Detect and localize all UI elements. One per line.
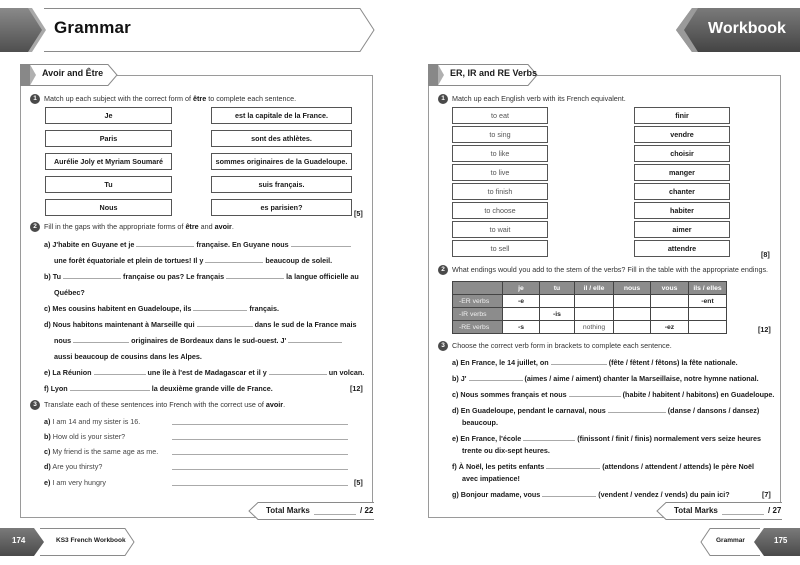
table-corner-cell (453, 282, 503, 295)
page-title: Workbook (708, 20, 786, 37)
row-header: -RE verbs (453, 321, 503, 334)
answer-blank[interactable] (291, 241, 351, 247)
q2-item-f: f) Lyon la deuxième grande ville de France. (44, 384, 273, 393)
table-row (453, 295, 727, 308)
marks-label: [7] (762, 490, 771, 499)
table-row (453, 321, 727, 334)
answer-blank[interactable] (136, 241, 194, 247)
section-title: ER, IR and RE Verbs (450, 68, 538, 78)
answer-blank[interactable] (608, 407, 666, 413)
translation-answer-line[interactable] (172, 469, 348, 470)
column-header: vous (651, 282, 689, 295)
q3-item-d-line2: beaucoup. (462, 418, 498, 427)
footer-label: KS3 French Workbook (56, 537, 126, 544)
table-cell[interactable] (614, 308, 651, 321)
match-ending-box[interactable]: suis français. (211, 176, 352, 193)
answer-blank[interactable] (226, 273, 284, 279)
answer-blank[interactable] (542, 491, 596, 497)
question-number-badge: 1 (30, 94, 40, 104)
answer-blank[interactable] (193, 305, 247, 311)
marks-label: [8] (761, 250, 770, 259)
q3-item-e-line1: e) En France, l'école (finissont / finit / finis) normalement vers seize heures (452, 434, 761, 443)
q3-item-a: a) En France, le 14 juillet, on (fête / fêtent / fêtons) la fête nationale. (452, 358, 738, 367)
header-arrow-tab (0, 8, 44, 52)
right-page-header (676, 8, 800, 52)
q2-item-a-line2: une forêt équatoriale et plein de tortues! Il y beaucoup de soleil. (54, 256, 333, 265)
q2-item-c: c) Mes cousins habitent en Guadeloupe, ils français. (44, 304, 279, 313)
answer-blank[interactable] (73, 337, 129, 343)
match-french-box[interactable]: choisir (634, 145, 730, 162)
q3-item-f-line1: f) À Noël, les petits enfants (attendons / attendent / attends) le père Noël (452, 462, 755, 471)
total-marks-score: / 22 (360, 506, 374, 515)
q3-item-c: c) Nous sommes français et nous (habite / habitent / habitons) en Guadeloupe. (452, 390, 775, 399)
footer-label: Grammar (716, 537, 745, 544)
match-ending-box[interactable]: sommes originaires de la Guadeloupe. (211, 153, 352, 170)
question-number-badge: 1 (438, 94, 448, 104)
match-english-box[interactable]: to sell (452, 240, 548, 257)
answer-blank[interactable] (205, 257, 263, 263)
total-marks-label: Total Marks (674, 506, 718, 515)
answer-blank[interactable] (94, 369, 146, 375)
answer-blank[interactable] (569, 391, 621, 397)
question-number-badge: 2 (438, 265, 448, 275)
table-cell[interactable] (575, 295, 614, 308)
table-cell[interactable]: -s (503, 321, 540, 334)
table-cell[interactable]: -ez (651, 321, 689, 334)
column-header: tu (540, 282, 575, 295)
table-cell[interactable]: -is (540, 308, 575, 321)
table-cell[interactable] (614, 321, 651, 334)
q2-item-d-line1: d) Nous habitons maintenant à Marseille qui dans le sud de la France mais (44, 320, 357, 329)
section-tab (428, 64, 538, 86)
match-english-box[interactable]: to eat (452, 107, 548, 124)
match-french-box[interactable]: vendre (634, 126, 730, 143)
match-english-box[interactable]: to live (452, 164, 548, 181)
table-cell[interactable] (651, 295, 689, 308)
q3-item: a) I am 14 and my sister is 16. (44, 417, 141, 426)
total-marks-box (656, 502, 782, 520)
translation-answer-line[interactable] (172, 454, 348, 455)
translation-answer-line[interactable] (172, 439, 348, 440)
marks-label: [12] (758, 325, 771, 334)
page-number: 175 (774, 536, 788, 545)
total-marks-blank[interactable] (722, 514, 764, 515)
column-header: nous (614, 282, 651, 295)
match-french-box[interactable]: manger (634, 164, 730, 181)
answer-blank[interactable] (546, 463, 600, 469)
right-page-footer (700, 528, 800, 556)
question-2-instruction: 2 Fill in the gaps with the appropriate forms of être and avoir. (30, 222, 234, 232)
table-cell[interactable]: -e (503, 295, 540, 308)
total-marks-box (248, 502, 374, 520)
match-french-box[interactable]: finir (634, 107, 730, 124)
match-french-box[interactable]: habiter (634, 202, 730, 219)
row-header: -ER verbs (453, 295, 503, 308)
question-3-instruction: 3 Translate each of these sentences into French with the correct use of avoir. (30, 400, 285, 410)
match-ending-box[interactable]: sont des athlètes. (211, 130, 352, 147)
question-1-instruction: 1 Match up each English verb with its French equivalent. (438, 94, 626, 104)
match-ending-box[interactable]: est la capitale de la France. (211, 107, 352, 124)
match-ending-box[interactable]: es parisien? (211, 199, 352, 216)
table-cell[interactable]: -ent (689, 295, 727, 308)
table-row (453, 308, 727, 321)
left-page-header (0, 8, 375, 52)
q3-item-d-line1: d) En Guadeloupe, pendant le carnaval, nous (danse / dansons / dansez) (452, 406, 760, 415)
translation-answer-line[interactable] (172, 424, 348, 425)
match-subject-box[interactable]: Aurélie Joly et Myriam Soumaré (45, 153, 172, 170)
q2-item-b-line2: Québec? (54, 288, 85, 297)
page-title: Grammar (54, 18, 131, 37)
table-cell[interactable] (689, 308, 727, 321)
question-1-instruction: 1 Match up each subject with the correct form of être to complete each sentence. (30, 94, 296, 104)
column-header: je (503, 282, 540, 295)
q3-item: e) I am very hungry (44, 478, 106, 487)
match-english-box[interactable]: to sing (452, 126, 548, 143)
answer-blank[interactable] (523, 435, 575, 441)
q3-item-g: g) Bonjour madame, vous (vendent / vendez / vends) du pain ici? (452, 490, 730, 499)
match-english-box[interactable]: to wait (452, 221, 548, 238)
question-number-badge: 3 (30, 400, 40, 410)
column-header: ils / elles (689, 282, 727, 295)
q3-item: d) Are you thirsty? (44, 462, 103, 471)
match-french-box[interactable]: aimer (634, 221, 730, 238)
table-cell[interactable]: nothing (575, 321, 614, 334)
left-page-footer (0, 528, 135, 556)
q3-item: b) How old is your sister? (44, 432, 126, 441)
match-english-box[interactable]: to like (452, 145, 548, 162)
match-english-box[interactable]: to choose (452, 202, 548, 219)
section-tab (20, 64, 118, 86)
question-3-instruction: 3 Choose the correct verb form in brackets to complete each sentence. (438, 341, 672, 351)
answer-blank[interactable] (70, 385, 150, 391)
answer-blank[interactable] (197, 321, 253, 327)
translation-answer-line[interactable] (172, 485, 348, 486)
marks-label: [12] (350, 384, 363, 393)
table-cell[interactable] (689, 321, 727, 334)
table-cell[interactable] (503, 308, 540, 321)
match-french-box[interactable]: attendre (634, 240, 730, 257)
total-marks-blank[interactable] (314, 514, 356, 515)
verb-endings-table (452, 281, 727, 334)
table-cell[interactable] (614, 295, 651, 308)
total-marks-score: / 27 (768, 506, 782, 515)
match-subject-box[interactable]: Nous (45, 199, 172, 216)
page-number: 174 (12, 536, 26, 545)
question-2-instruction: 2 What endings would you add to the stem of the verbs? Fill in the table with the appropriate endings. (438, 265, 768, 275)
question-number-badge: 3 (438, 341, 448, 351)
answer-blank[interactable] (63, 273, 121, 279)
match-english-box[interactable]: to finish (452, 183, 548, 200)
total-marks-label: Total Marks (266, 506, 310, 515)
row-header: -IR verbs (453, 308, 503, 321)
q2-item-b-line1: b) Tu française ou pas? Le français la langue officielle au (44, 272, 359, 281)
answer-blank[interactable] (269, 369, 327, 375)
q3-item-f-line2: avec impatience! (462, 474, 520, 483)
table-header-row (453, 282, 727, 295)
q3-item-e-line2: trente ou dix-sept heures. (462, 446, 550, 455)
q2-item-d-line3: aussi beaucoup de cousins dans les Alpes. (54, 352, 202, 361)
marks-label: [5] (354, 478, 363, 487)
q2-item-d-line2: nous originaires de Bordeaux dans le sud-ouest. J' (54, 336, 342, 345)
q3-item: c) My friend is the same age as me. (44, 447, 159, 456)
q2-item-e: e) La Réunion une île à l'est de Madagascar et il y un volcan. (44, 368, 365, 377)
table-cell[interactable] (651, 308, 689, 321)
q2-item-a-line1: a) J'habite en Guyane et je française. En Guyane nous (44, 240, 351, 249)
match-subject-box[interactable]: Je (45, 107, 172, 124)
table-cell[interactable] (540, 321, 575, 334)
match-french-box[interactable]: chanter (634, 183, 730, 200)
table-cell[interactable] (575, 308, 614, 321)
answer-blank[interactable] (469, 375, 523, 381)
section-title: Avoir and Être (42, 68, 104, 78)
match-subject-box[interactable]: Tu (45, 176, 172, 193)
match-subject-box[interactable]: Paris (45, 130, 172, 147)
question-number-badge: 2 (30, 222, 40, 232)
q3-item-b: b) J' (aimes / aime / aiment) chanter la Marseillaise, notre hymne national. (452, 374, 759, 383)
answer-blank[interactable] (551, 359, 607, 365)
answer-blank[interactable] (288, 337, 342, 343)
marks-label: [5] (354, 209, 363, 218)
table-cell[interactable] (540, 295, 575, 308)
column-header: il / elle (575, 282, 614, 295)
